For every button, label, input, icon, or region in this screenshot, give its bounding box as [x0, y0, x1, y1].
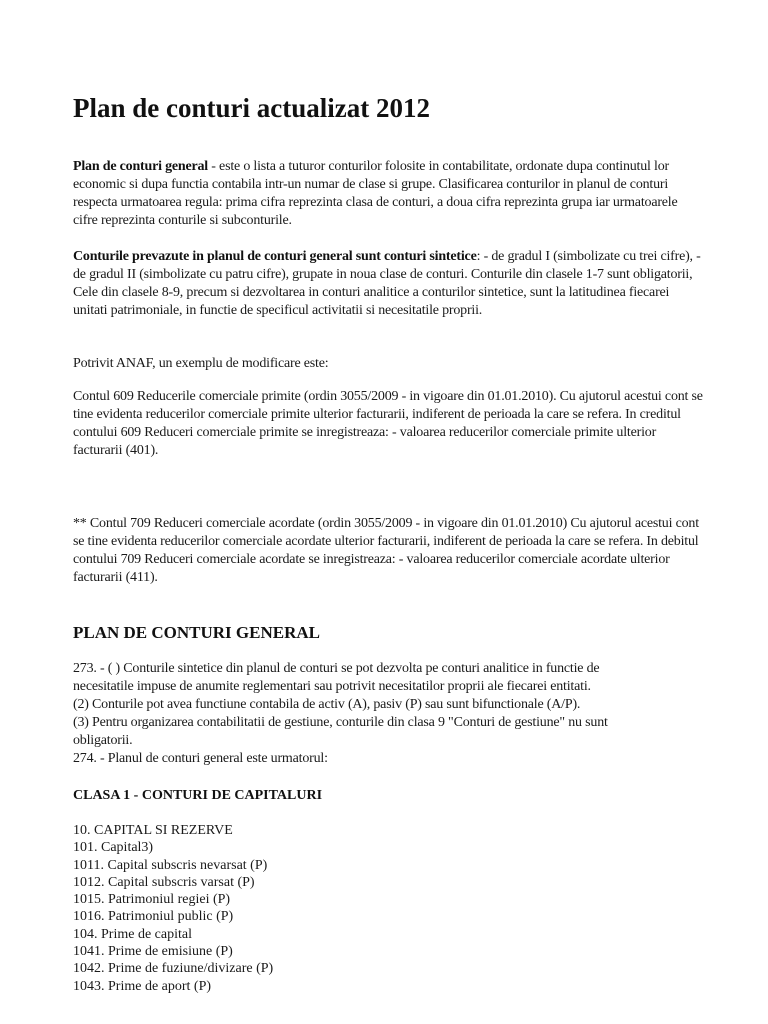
- article-line: necesitatile impuse de anumite reglementari sau potrivit necesitatilor proprii ale fiecarei entitati.: [73, 679, 591, 694]
- article-line: (3) Pentru organizarea contabilitatii de gestiune, conturile din clasa 9 "Conturi de gestiune" nu sunt: [73, 715, 608, 730]
- section-heading: PLAN DE CONTURI GENERAL: [73, 623, 320, 642]
- account-item: 101. Capital3): [73, 840, 154, 856]
- paragraph-articles-273-274: [73, 660, 733, 768]
- paragraph-synthetic-accounts: [73, 248, 703, 320]
- article-line: (2) Conturile pot avea functiune contabila de activ (A), pasiv (P) sau sunt bifunctionale (A/P).: [73, 697, 581, 712]
- paragraph-account-609: Contul 609 Reducerile comerciale primite (ordin 3055/2009 - in vigoare din 01.01.2010). Cu ajutorul acestui cont se tine evidenta reducerilor comerciale primite ulterior facturarii, indiferent de perioada la care se refera. In creditul contului 609 Reduceri comerciale primite se inregistreaza: - valoarea reducerilor comerciale primite ulterior facturarii (401).: [73, 389, 703, 458]
- class-heading: CLASA 1 - CONTURI DE CAPITALURI: [73, 788, 323, 803]
- article-line: 274. - Planul de conturi general este urmatorul:: [73, 751, 328, 766]
- account-item: 1012. Capital subscris varsat (P): [73, 874, 255, 890]
- account-item: 1042. Prime de fuziune/divizare (P): [73, 961, 274, 977]
- document-title: Plan de conturi actualizat 2012: [73, 93, 430, 123]
- account-item: 1016. Patrimoniul public (P): [73, 909, 234, 925]
- article-line: 273. - ( ) Conturile sintetice din planul de conturi se pot dezvolta pe conturi analitice in functie de: [73, 661, 600, 676]
- account-item: 1041. Prime de emisiune (P): [73, 944, 233, 960]
- accounts-list: [73, 822, 273, 995]
- article-line: obligatorii.: [73, 733, 133, 748]
- paragraph-plan-definition: [73, 158, 703, 230]
- account-item: 1043. Prime de aport (P): [73, 978, 212, 994]
- account-item: 1015. Patrimoniul regiei (P): [73, 892, 231, 908]
- paragraph-anaf-intro: Potrivit ANAF, un exemplu de modificare este:: [73, 356, 329, 371]
- term-synthetic-accounts: Conturile prevazute in planul de conturi general sunt conturi sintetice: [73, 249, 477, 264]
- synthetic-accounts-text: : - de gradul I (simbolizate cu trei cifre), - de gradul II (simbolizate cu patru cifre), grupate in noua clase de conturi. Conturile din clasele 1-7 sunt obligatorii, Cele din clasele 8-9, precum si dezvoltarea in conturi analitice a conturilor sintetice, sunt la latitudinea fiecarei unitati patrimoniale, in functie de specificul activitatii si necesitatile proprii.: [73, 249, 701, 318]
- plan-definition-text: - este o lista a tuturor conturilor folosite in contabilitate, ordonate dupa continutul lor economic si dupa functia contabila intr-un numar de clase si grupe. Clasificarea conturilor in planul de conturi respecta urmatoarea regula: prima cifra reprezinta clasa de conturi, a doua cifra reprezinta grupa iar urmatoarele cifre reprezinta conturile si subconturile.: [73, 159, 678, 228]
- account-item: 1011. Capital subscris nevarsat (P): [73, 857, 268, 873]
- term-plan-de-conturi-general: Plan de conturi general: [73, 159, 208, 174]
- paragraph-account-709: ** Contul 709 Reduceri comerciale acordate (ordin 3055/2009 - in vigoare din 01.01.2010) Cu ajutorul acestui cont se tine evidenta reducerilor comerciale acordate ulterior facturarii, indiferent de perioada la care se refera. In debitul contului 709 Reduceri comerciale acordate se inregistreaza: - valoarea reducerilor comerciale acordate ulterior facturarii (411).: [73, 516, 699, 585]
- account-item: 104. Prime de capital: [73, 926, 192, 942]
- account-item: 10. CAPITAL SI REZERVE: [73, 823, 233, 838]
